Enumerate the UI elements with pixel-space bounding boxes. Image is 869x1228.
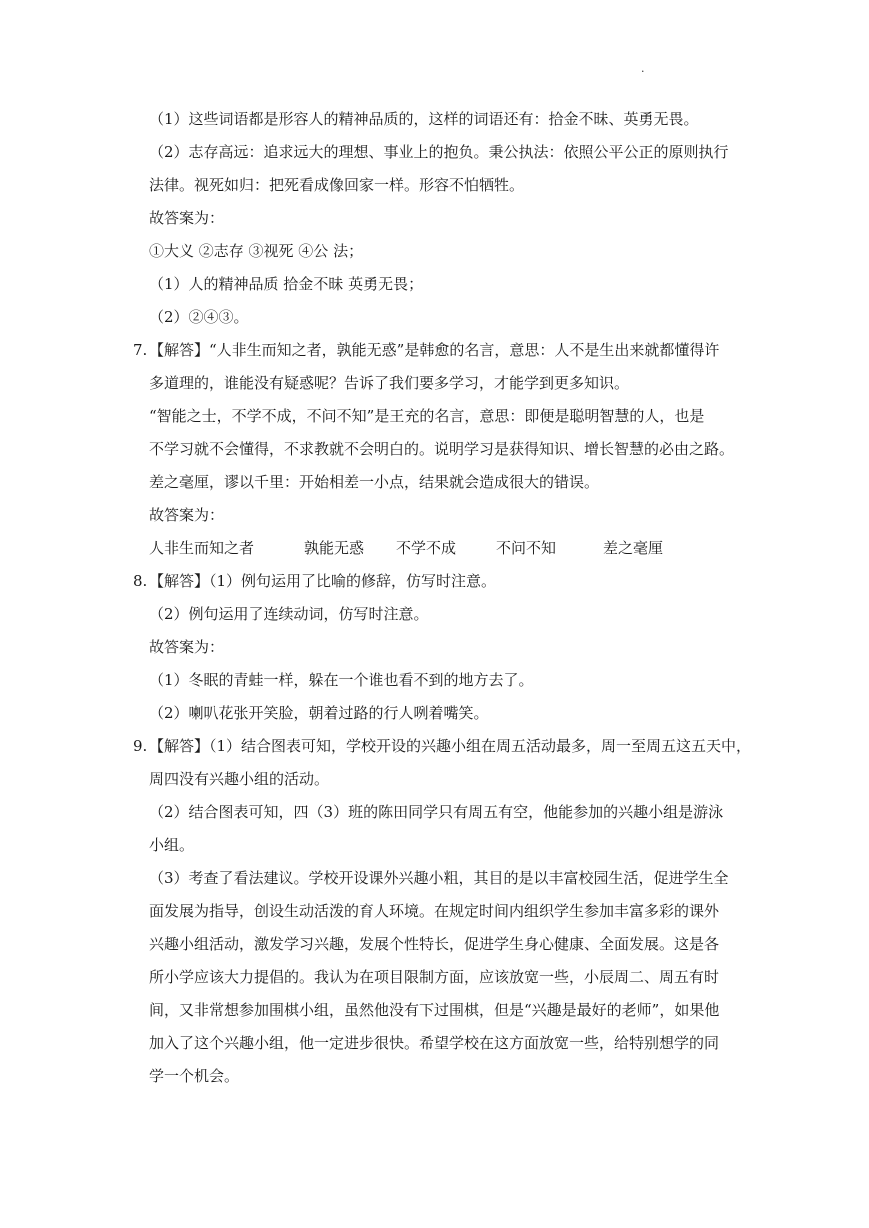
answer-item: 人非生而知之者	[149, 539, 255, 557]
answer-content	[133, 103, 753, 1093]
text-line: 兴趣小组活动，激发学习兴趣，发展个性特长，促进学生身心健康、全面发展。这是各	[149, 935, 720, 953]
text-line: 周四没有兴趣小组的活动。	[149, 770, 330, 788]
text-line: 故答案为：	[149, 506, 225, 524]
text-line: 故答案为：	[149, 209, 225, 227]
text-line: 不学习就不会懂得，不求教就不会明白的。说明学习是获得知识、增长智慧的必由之路。	[149, 440, 735, 458]
text-line: “智能之士，不学不成，不问不知”是王充的名言，意思：即便是聪明智慧的人，也是	[149, 407, 705, 425]
question-number: 9.	[133, 737, 148, 755]
text-line: 差之毫厘，谬以千里：开始相差一小点，结果就会造成很大的错误。	[149, 473, 600, 491]
answer-item: 孰能无惑	[304, 539, 365, 557]
answer-item: 差之毫厘	[603, 539, 664, 557]
text-line: （3）考查了看法建议。学校开设课外兴趣小粗，其目的是以丰富校园生活，促进学生全	[149, 869, 729, 887]
text-line: （1）冬眠的青蛙一样，躲在一个谁也看不到的地方去了。	[149, 671, 534, 689]
text-line: 多道理的，谁能没有疑惑呢？告诉了我们要多学习，才能学到更多知识。	[149, 374, 630, 392]
question-7-line	[133, 334, 753, 367]
text-line: 学一个机会。	[149, 1067, 240, 1085]
text-line: 加入了这个兴趣小组，他一定进步很快。希望学校在这方面放宽一些，给特别想学的同	[149, 1034, 720, 1052]
question-9-line	[133, 730, 753, 763]
answer-item: 不学不成	[396, 539, 457, 557]
answer-item: 不问不知	[496, 539, 557, 557]
text-line: 间，又非常想参加围棋小组，虽然他没有下过围棋，但是“兴趣是最好的老师”，如果他	[149, 1001, 720, 1019]
text-line: 【解答】（1）结合图表可知，学校开设的兴趣小组在周五活动最多，周一至周五这五天中，	[149, 737, 752, 755]
text-line: 面发展为指导，创设生动活泼的育人环境。在规定时间内组织学生参加丰富多彩的课外	[149, 902, 720, 920]
text-line: （1）人的精神品质 拾金不昧 英勇无畏；	[149, 275, 424, 293]
text-line: （2）例句运用了连续动词，仿写时注意。	[149, 605, 429, 623]
text-line: ①大义 ②志存 ③视死 ④公 法；	[149, 242, 364, 260]
text-line: 小组。	[149, 836, 195, 854]
question-number: 7.	[133, 341, 148, 359]
text-line: 所小学应该大力提倡的。我认为在项目限制方面，应该放宽一些，小辰周二、周五有时	[149, 968, 720, 986]
text-line: （1）这些词语都是形容人的精神品质的，这样的词语还有：拾金不昧、英勇无畏。	[149, 110, 699, 128]
text-line: （2）志存高远：追求远大的理想、事业上的抱负。秉公执法：依照公平公正的原则执行	[149, 143, 729, 161]
question-number: 8.	[133, 572, 148, 590]
answer-list	[133, 532, 753, 565]
text-line: （2）②④③。	[149, 308, 249, 326]
text-line: 法律。视死如归：把死看成像回家一样。形容不怕牺牲。	[149, 176, 525, 194]
text-line: （2）喇叭花张开笑脸，朝着过路的行人咧着嘴笑。	[149, 704, 489, 722]
text-line: （2）结合图表可知，四（3）班的陈田同学只有周五有空，他能参加的兴趣小组是游泳	[149, 803, 724, 821]
text-line: 【解答】“人非生而知之者，孰能无惑”是韩愈的名言，意思：人不是生出来就都懂得许	[149, 341, 720, 359]
question-8-line	[133, 565, 753, 598]
text-line: 故答案为：	[149, 638, 225, 656]
text-line: 【解答】（1）例句运用了比喻的修辞，仿写时注意。	[149, 572, 497, 590]
page-mark: .	[641, 62, 645, 75]
